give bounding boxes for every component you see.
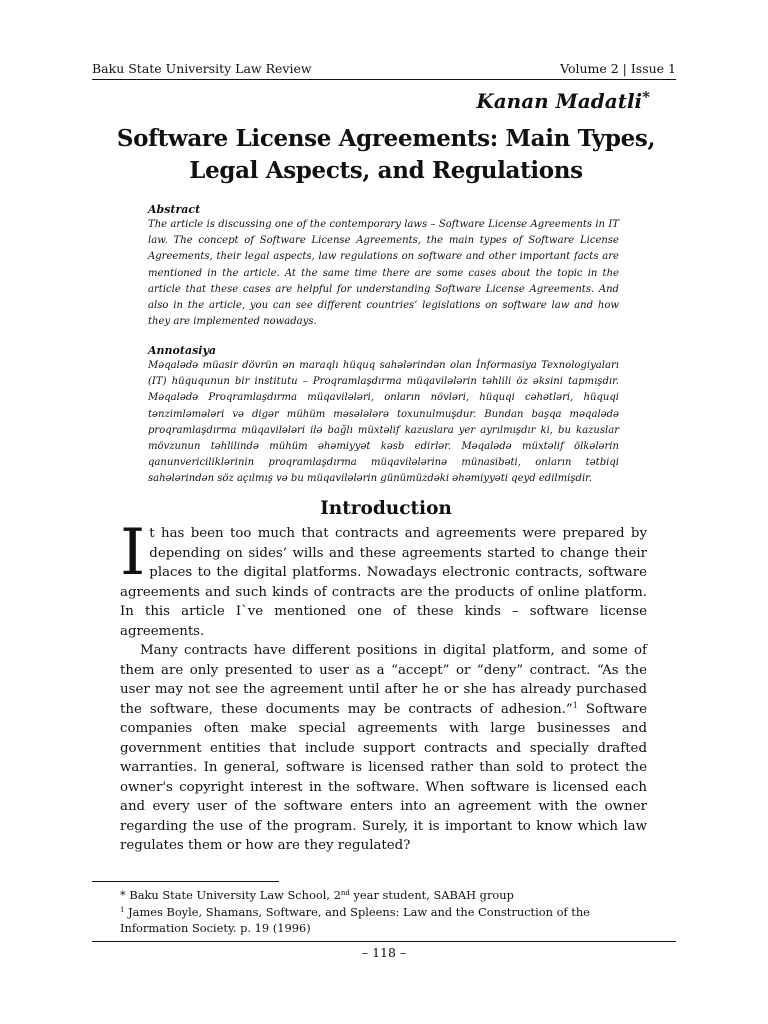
abstract	[148, 202, 619, 330]
abstract-heading: Abstract	[148, 203, 201, 216]
paragraph	[120, 516, 647, 641]
header-rule	[92, 79, 676, 80]
page-number: – 118 –	[361, 945, 407, 960]
footnote-1-mark: 1	[120, 905, 125, 914]
body-text	[120, 516, 648, 856]
author-footnote-mark: *	[642, 88, 650, 106]
footnote-author-mark: *	[120, 888, 126, 902]
paragraph-2-text-b: Software companies often make special agreements with large businesses and government entities that include support contracts and specially drafted warranties. In general, software is licensed rather than sold to protect the owner's copyright interest in the software. When software is licensed each and every user of the software enters into an agreement with the owner regarding the use of the program. Surely, it is important to know which law regulates them or how are they regulated?	[120, 701, 648, 853]
drop-cap: I	[120, 516, 146, 590]
author-name	[476, 88, 650, 114]
annotation	[148, 343, 619, 488]
footnote-separator	[92, 881, 279, 882]
footnote-1-text: James Boyle, Shamans, Software, and Spleens: Law and the Construction of the Information Society. p. 19 (1996)	[120, 904, 590, 935]
footnote-author-text-a: Baku State University Law School, 2	[125, 888, 341, 902]
footnote-reference-1[interactable]: 1	[572, 700, 578, 710]
ordinal-suffix: nd	[340, 889, 350, 897]
paragraph-2-text-a: Many contracts have different positions in digital platform, and some of them are only presented to user as a “accept” or “deny” contract. “As the user may not see the agreement until after he or she has already purchased the software, these documents may be contracts of adhesion.”	[120, 643, 647, 717]
author-name-text: Kanan Madatli	[476, 89, 643, 113]
footnote-author	[120, 887, 620, 904]
annotation-text: Məqalədə müasir dövrün ən maraqlı hüquq sahələrindən olan İnformasiya Texnologiyaları (IT) hüququnun bir institutu – Proqramlaşdırma müqavilələrin təhlili öz əksini tapmışdır. Məqalədə Proqramlaşdırma müqavilələri, onların növləri, hüquqi cəhətləri, hüquqi tənzimləmələri və digər mühüm məsələlərə toxunulmuşdur. Bundan başqa məqalədə proqramlaşdırma müqavilələri ilə bağlı müxtəlif kazuslara yer ayrılmışdır ki, bu kazuslar mövzunun təhlilində mühüm əhəmiyyət kəsb edirlər. Məqalədə müxtəlif ölkələrin qanunvericiliklərinin proqramlaşdırma müqavilələrinə münasibəti, onların tətbiqi sahələrindən söz açılmış və bu müqavilələrin günümüzdəki əhəmiyyəti qeyd edilmişdir.	[148, 360, 619, 485]
footnote-author-text-b: year student, SABAH group	[349, 888, 514, 902]
footer-rule	[92, 941, 676, 942]
journal-name: Baku State University Law Review	[92, 61, 312, 76]
annotation-heading: Annotasiya	[148, 344, 216, 357]
footnotes	[120, 887, 620, 937]
volume-issue: Volume 2 | Issue 1	[560, 61, 676, 76]
paragraph	[120, 641, 647, 856]
section-heading-introduction: Introduction	[320, 498, 452, 519]
abstract-text: The article is discussing one of the contemporary laws – Software License Agreements in IT law. The concept of Software License Agreements, the main types of Software License Agreements, their legal aspects, law regulations on software and other important facts are mentioned in the article. At the same time there are some cases about the topic in the article that these cases are helpful for understanding Software License Agreements. And also in the article, you can see different countries’ legislations on software law and how they are implemented nowadays.	[148, 219, 619, 328]
footnote-1	[120, 904, 620, 937]
article-title: Software License Agreements: Main Types, Legal Aspects, and Regulations	[116, 125, 656, 184]
paragraph-1-text: t has been too much that contracts and agreements were prepared by depending on sides’ wills and these agreements started to change their places to the digital platforms. Nowadays electronic contracts, software agreements and such kinds of contracts are the products of online platform. In this article I`ve mentioned one of these kinds – software license agreements.	[120, 526, 647, 639]
